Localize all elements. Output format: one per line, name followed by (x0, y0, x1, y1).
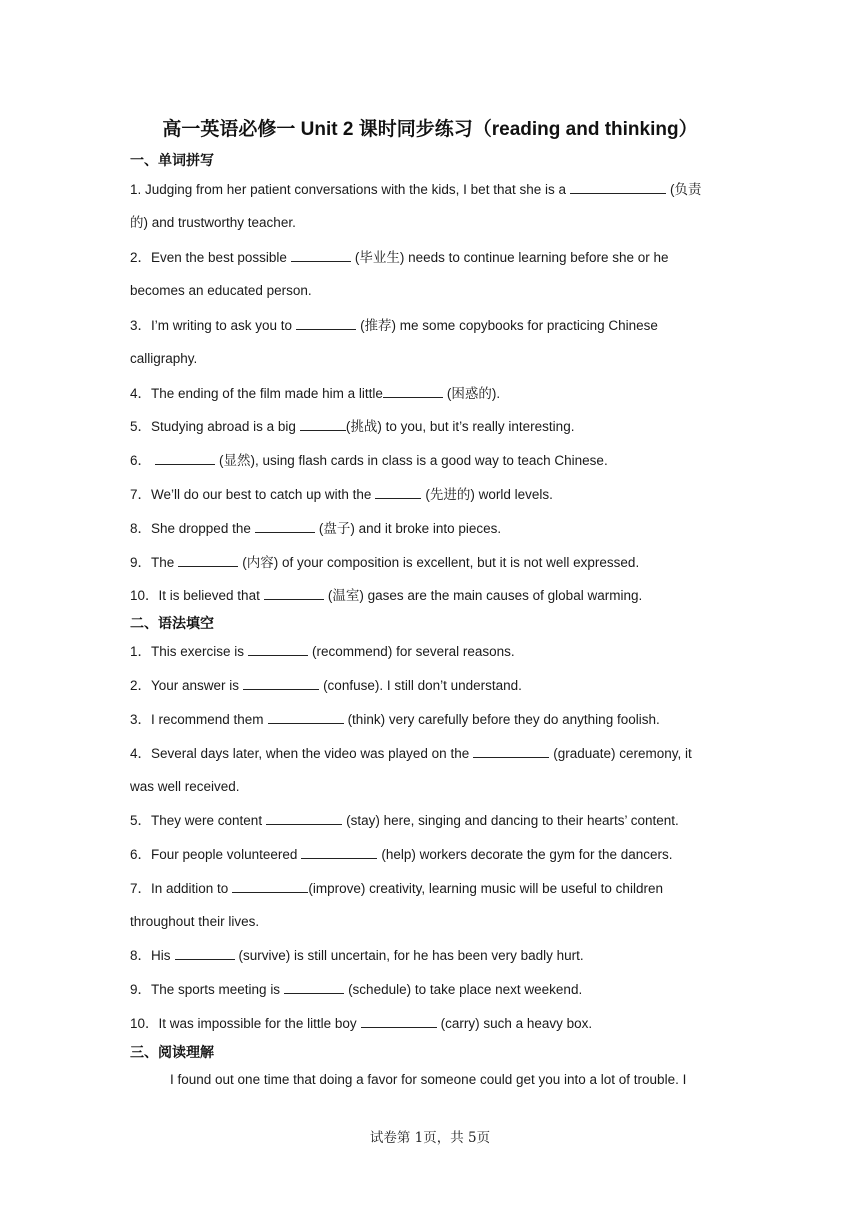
question-text: 10．It is believed that (130, 588, 260, 603)
question-line (130, 710, 740, 729)
answer-blank[interactable] (264, 586, 324, 600)
question-text: 2．Your answer is (130, 678, 240, 693)
answer-blank[interactable] (284, 980, 344, 994)
question-text: (recommend) for several reasons. (312, 644, 515, 659)
question-text: (carry) such a heavy box. (440, 1016, 593, 1031)
answer-blank[interactable] (473, 744, 549, 758)
answer-blank[interactable] (266, 811, 342, 825)
answer-blank[interactable] (248, 642, 308, 656)
question-line (130, 553, 740, 572)
question-text: 1．This exercise is (130, 644, 245, 659)
answer-blank[interactable] (300, 417, 346, 431)
section-heading-reading: 三、阅读理解 (130, 1044, 214, 1060)
question-line (130, 913, 740, 931)
answer-blank[interactable] (232, 879, 308, 893)
question-line (130, 744, 740, 763)
question-line (130, 778, 740, 796)
question-line (130, 316, 740, 335)
question-text: 7．In addition to (130, 881, 229, 896)
question-line (130, 980, 740, 999)
answer-blank[interactable] (375, 485, 421, 499)
question-text: throughout their lives. (130, 914, 260, 929)
question-text: (温室) gases are the main causes of global warming. (327, 588, 643, 603)
question-text: (困惑的). (446, 386, 501, 401)
question-line (130, 248, 740, 267)
question-line (130, 946, 740, 965)
question-text: 3．I’m writing to ask you to (130, 318, 293, 333)
question-text: (盘子) and it broke into pieces. (318, 521, 502, 536)
question-text: (think) very carefully before they do anything foolish. (347, 712, 660, 727)
question-text: calligraphy. (130, 351, 198, 366)
question-text: 5．They were content (130, 813, 263, 828)
answer-blank[interactable] (255, 519, 315, 533)
question-text: (先进的) world levels. (425, 487, 553, 502)
question-text: 4．The ending of the film made him a little (130, 386, 383, 401)
question-line (130, 642, 740, 661)
question-line (130, 180, 740, 199)
question-text: 4．Several days later, when the video was played on the (130, 746, 470, 761)
question-text: 10．It was impossible for the little boy (130, 1016, 357, 1031)
question-line (130, 384, 740, 403)
question-text: was well received. (130, 779, 240, 794)
question-text: (survive) is still uncertain, for he has been very badly hurt. (238, 948, 584, 963)
question-text: 5．Studying abroad is a big (130, 419, 296, 434)
question-text: 9．The sports meeting is (130, 982, 281, 997)
question-text: 的) and trustworthy teacher. (130, 215, 296, 230)
question-line (130, 451, 740, 470)
question-text: (improve) creativity, learning music will be useful to children (308, 881, 663, 896)
question-line (130, 1014, 740, 1033)
question-text: (推荐) me some copybooks for practicing Chinese (360, 318, 658, 333)
question-text: (挑战) to you, but it’s really interesting. (345, 419, 575, 434)
question-line (130, 282, 740, 300)
question-text: (毕业生) needs to continue learning before she or he (354, 250, 669, 265)
question-line (130, 417, 740, 436)
answer-blank[interactable] (383, 384, 443, 398)
question-line (130, 485, 740, 504)
question-line (130, 350, 740, 368)
question-line (130, 811, 740, 830)
answer-blank[interactable] (570, 180, 666, 194)
question-text: (confuse). I still don’t understand. (323, 678, 522, 693)
answer-blank[interactable] (175, 946, 235, 960)
page-footer: 试卷第 1页，共 5页 (369, 1130, 491, 1146)
section-heading-spelling: 一、单词拼写 (130, 152, 214, 168)
question-line (130, 676, 740, 695)
question-text: (graduate) ceremony, it (553, 746, 692, 761)
answer-blank[interactable] (155, 451, 215, 465)
answer-blank[interactable] (296, 316, 356, 330)
question-text: (stay) here, singing and dancing to their hearts’ content. (346, 813, 679, 828)
question-line (130, 214, 740, 232)
question-text: 8．His (130, 948, 171, 963)
reading-passage-line: I found out one time that doing a favor for someone could get you into a lot of trouble. I (170, 1072, 687, 1087)
question-text: (内容) of your composition is excellent, but it is not well expressed. (242, 555, 640, 570)
question-text: (help) workers decorate the gym for the dancers. (381, 847, 673, 862)
answer-blank[interactable] (291, 248, 351, 262)
question-text: (schedule) to take place next weekend. (348, 982, 583, 997)
question-text: becomes an educated person. (130, 283, 312, 298)
question-text: 2．Even the best possible (130, 250, 287, 265)
question-text: 8．She dropped the (130, 521, 251, 536)
question-line (130, 586, 740, 605)
question-line (130, 845, 740, 864)
question-text: 6． (130, 453, 152, 468)
section-heading-grammar: 二、语法填空 (130, 615, 214, 631)
question-text: 1. Judging from her patient conversations with the kids, I bet that she is a (130, 182, 566, 197)
question-text: 7．We’ll do our best to catch up with the (130, 487, 372, 502)
question-text: 6．Four people volunteered (130, 847, 298, 862)
question-text: 9．The (130, 555, 175, 570)
answer-blank[interactable] (301, 845, 377, 859)
answer-blank[interactable] (243, 676, 319, 690)
answer-blank[interactable] (361, 1014, 437, 1028)
question-text: 3．I recommend them (130, 712, 264, 727)
answer-blank[interactable] (268, 710, 344, 724)
answer-blank[interactable] (178, 553, 238, 567)
question-line (130, 519, 740, 538)
question-text: (显然), using flash cards in class is a good way to teach Chinese. (219, 453, 608, 468)
page-title: 高一英语必修一 Unit 2 课时同步练习（reading and thinking） (162, 119, 698, 140)
question-line (130, 879, 740, 898)
question-text: (负责 (670, 182, 702, 197)
